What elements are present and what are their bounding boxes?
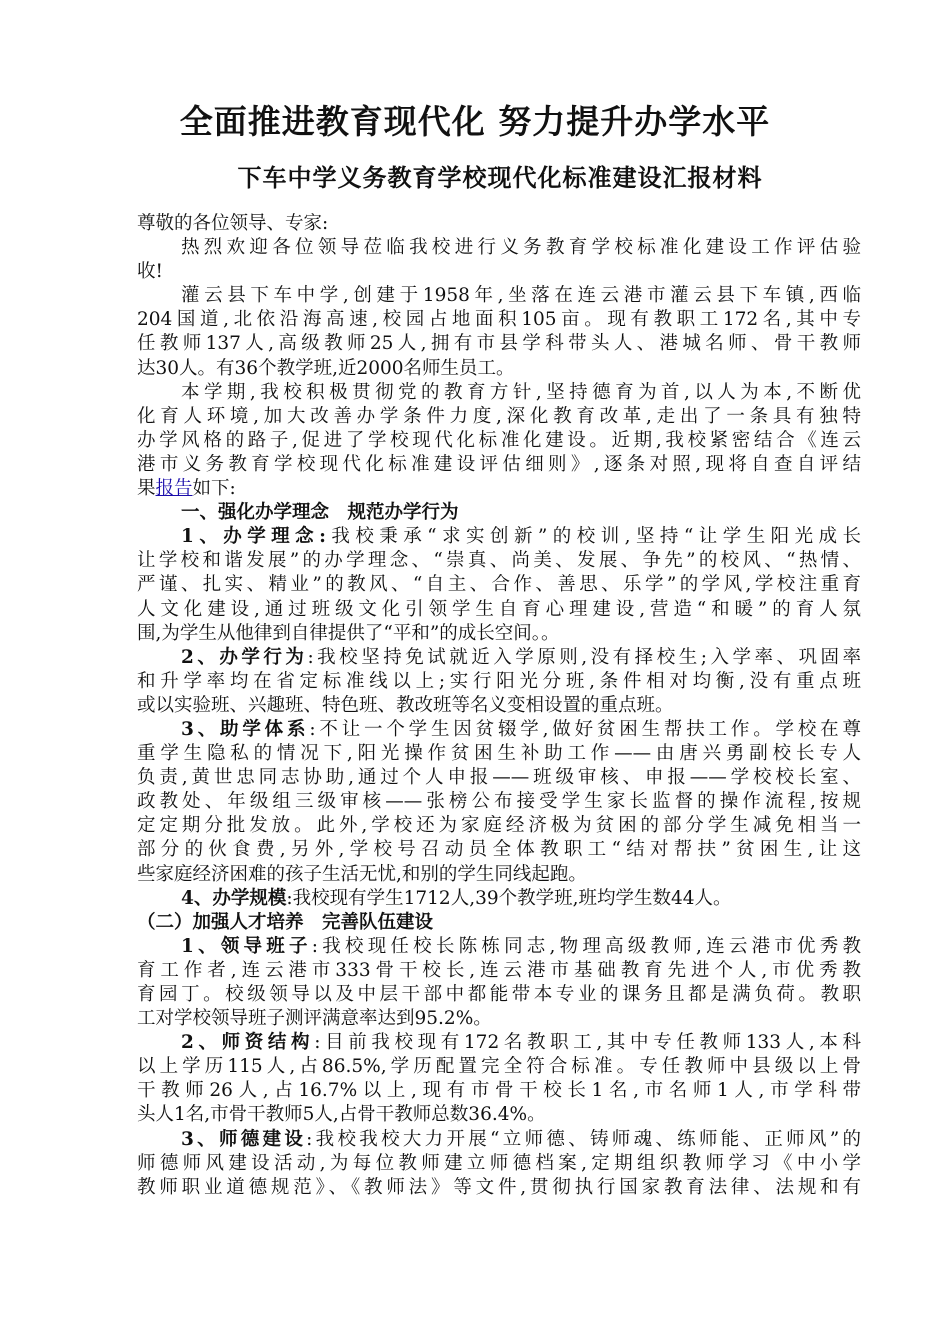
text-fragment: :我校我校大力开展“立师德、铸师魂、练师能、正师风”的 <box>306 1128 862 1150</box>
text-line: 教师职业道德规范》、《教师法》等文件,贯彻执行国家教育法律、法规和有 <box>137 1176 861 1198</box>
item-label: 2、办学行为 <box>181 646 308 668</box>
text-fragment: :我校坚持免试就近入学原则,没有择校生;入学率、巩固率 <box>307 646 862 668</box>
text-line: 达30人。有36个教学班,近2000名师生员工。 <box>137 357 515 379</box>
text-line <box>137 935 861 959</box>
text-line: 围,为学生从他律到自律提供了“平和”的成长空间。。 <box>137 622 560 644</box>
text-line: 收! <box>137 261 163 283</box>
text-line: 育工作者,连云港市333骨干校长,连云港市基础教育先进个人,市优秀教 <box>137 959 861 981</box>
text-line: 师德师风建设活动,为每位教师建立师德档案,定期组织教师学习《中小学 <box>137 1152 861 1174</box>
document-title: 全面推进教育现代化 努力提升办学水平 <box>179 102 771 141</box>
text-line: 任教师137人,高级教师25人,拥有市县学科带头人、港城名师、骨干教师 <box>137 333 861 355</box>
text-line: 尊敬的各位领导、专家: <box>137 213 329 234</box>
text-line <box>137 718 861 742</box>
item-label: 3、师德建设 <box>181 1128 307 1150</box>
item-label: 1、领导班子 <box>181 935 312 957</box>
text-line <box>137 887 861 911</box>
text-line: 育园丁。校级领导以及中层干部中都能带本专业的课务且都是满负荷。教职 <box>137 984 861 1005</box>
item-label: 3、助学体系 <box>181 718 310 740</box>
text-line: 负责,黄世忠同志协助,通过个人申报——班级审核、申报——学校校长室、 <box>137 767 861 789</box>
text-fragment: :我校现有学生1712人,39个教学班,班均学生数44人。 <box>286 887 732 909</box>
text-fragment: 如下: <box>192 478 236 500</box>
text-line: 定定期分批发放。此外,学校还为家庭经济极为贫困的部分学生减免相当一 <box>137 815 861 837</box>
text-line: 些家庭经济困难的孩子生活无忧,和别的学生同线起跑。 <box>137 863 587 885</box>
document-body <box>137 212 861 1200</box>
text-line: 人文化建设,通过班级文化引领学生自育心理建设,营造“和暖”的育人氛 <box>137 598 861 620</box>
text-line: 部分的伙食费,另外,学校号召动员全体教职工“结对帮扶”贫困生,让这 <box>137 839 861 861</box>
text-line: 灌云县下车中学,创建于1958年,坐落在连云港市灌云县下车镇,西临 <box>181 285 861 307</box>
text-line <box>137 1031 861 1055</box>
text-line: 和升学率均在省定标准线以上;实行阳光分班,条件相对均衡,没有重点班 <box>137 670 861 692</box>
section-heading: 一、强化办学理念 规范办学行为 <box>181 502 459 524</box>
text-fragment: :我校现任校长陈栋同志,物理高级教师,连云港市优秀教 <box>311 935 862 957</box>
text-fragment: 我校秉承“求实创新”的校训,坚持“让学生阳光成长 <box>325 526 862 548</box>
text-line <box>137 525 861 549</box>
text-line: 港市义务教育学校现代化标准建设评估细则》,逐条对照,现将自查自评结 <box>137 453 861 475</box>
text-line: 工对学校领导班子测评满意率达到95.2%。 <box>137 1008 492 1030</box>
text-line: 以上学历115人,占86.5%,学历配置完全符合标准。专任教师中县级以上骨 <box>137 1056 861 1078</box>
text-line: 头人1名,市骨干教师5人,占骨干教师总数36.4%。 <box>137 1104 546 1126</box>
text-line <box>137 1128 861 1152</box>
text-line: 办学风格的路子,促进了学校现代化标准化建设。近期,我校紧密结合《连云 <box>137 429 861 451</box>
item-label: 4、办学规模 <box>181 887 287 909</box>
text-fragment: :不让一个学生因贫辍学,做好贫困生帮扶工作。学校在尊 <box>309 718 861 740</box>
text-line: 204国道,北依沿海高速,校园占地面积105亩。现有教职工172名,其中专 <box>137 309 861 331</box>
text-line: 或以实验班、兴趣班、特色班、教改班等名义变相设置的重点班。 <box>137 694 674 716</box>
text-line: 热烈欢迎各位领导莅临我校进行义务教育学校标准化建设工作评估验 <box>181 237 861 259</box>
text-line <box>137 477 861 501</box>
document-subtitle: 下车中学义务教育学校现代化标准建设汇报材料 <box>237 163 763 192</box>
text-line: 干教师26人,占16.7%以上,现有市骨干校长1名,市名师1人,市学科带 <box>137 1080 861 1102</box>
text-line: 严谨、扎实、精业”的教风、“自主、合作、善思、乐学”的学风,学校注重育 <box>137 574 861 596</box>
text-line: 重学生隐私的情况下,阳光操作贫困生补助工作——由唐兴勇副校长专人 <box>137 743 861 765</box>
item-label: 2、师资结构 <box>181 1032 315 1054</box>
text-line: 本学期,我校积极贯彻党的教育方针,坚持德育为首,以人为本,不断优 <box>181 381 861 403</box>
report-link[interactable]: 报告 <box>155 478 193 500</box>
text-line: 政教处、年级组三级审核——张榜公布接受学生家长监督的操作流程,按规 <box>137 791 861 813</box>
section-heading: （二）加强人才培养 完善队伍建设 <box>137 911 434 933</box>
text-fragment: :目前我校现有172名教职工,其中专任教师133人,本科 <box>314 1032 861 1054</box>
item-label: 1、办学理念: <box>181 526 326 548</box>
text-fragment: 果 <box>137 478 156 500</box>
text-line <box>137 646 861 670</box>
text-line: 化育人环境,加大改善办学条件力度,深化教育改革,走出了一条具有独特 <box>137 405 861 427</box>
text-line: 让学校和谐发展”的办学理念、“崇真、尚美、发展、争先”的校风、“热情、 <box>137 550 861 572</box>
